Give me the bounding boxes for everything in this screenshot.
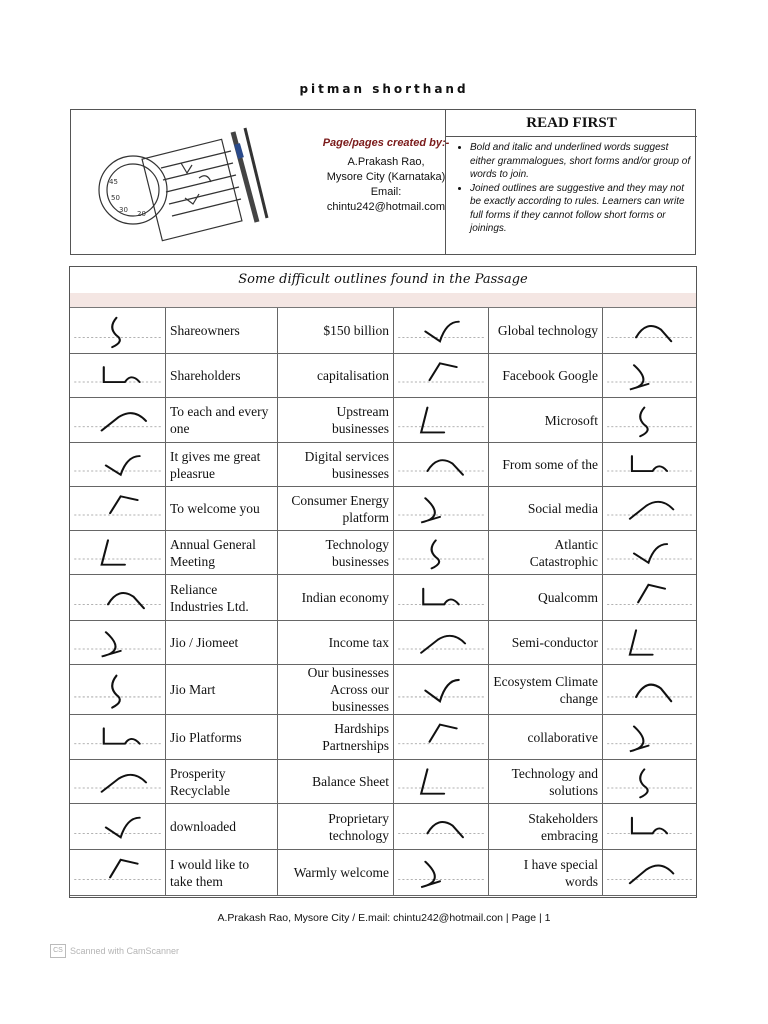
table-row [70,398,696,443]
caption-band [70,293,696,308]
shorthand-outline [394,575,489,620]
shorthand-outline-drawing [70,354,165,397]
word-text: From some of the [502,457,598,472]
word-cell [278,760,394,803]
shorthand-outline [603,354,696,397]
word-cell [166,354,278,397]
shorthand-outline-drawing [394,354,488,397]
shorthand-outline-drawing [70,487,165,530]
word-text: downloaded [170,819,236,834]
shorthand-outline-drawing [394,575,488,620]
read-first-panel [445,110,697,254]
author-name: A.Prakash Rao, [347,156,425,168]
shorthand-outline [394,398,489,442]
shorthand-outline-drawing [603,531,696,574]
word-text: To each and every one [170,404,269,436]
word-text: $150 billion [323,323,389,338]
table-row [70,575,696,621]
shorthand-outline-drawing [603,443,696,486]
svg-text:20: 20 [137,210,146,218]
shorthand-outline-drawing [394,804,488,849]
word-cell [489,308,603,353]
word-cell [166,621,278,664]
shorthand-outline-drawing [394,760,488,803]
word-cell [278,715,394,759]
word-cell [278,531,394,574]
word-cell [489,665,603,714]
shorthand-outline [603,621,696,664]
scanner-watermark-text: Scanned with CamScanner [70,946,180,956]
shorthand-outline-drawing [70,443,165,486]
word-cell [166,443,278,486]
word-cell [278,308,394,353]
shorthand-outline-drawing [70,621,165,664]
word-text: Microsoft [544,412,598,428]
shorthand-outline [394,531,489,574]
word-text: Warmly welcome [293,865,389,880]
word-cell [489,715,603,759]
word-text: Technology and solutions [511,765,598,798]
shorthand-outline [603,308,696,353]
shorthand-outline [394,487,489,530]
word-text: Prosperity Recyclable [170,765,230,798]
word-text: Stakeholders embracing [528,810,598,843]
shorthand-outline-drawing [70,715,165,759]
word-text: Hardships Partnerships [322,721,389,753]
shorthand-outline [70,575,166,620]
shorthand-outline [603,804,696,849]
shorthand-outline [70,443,166,486]
shorthand-outline [603,398,696,442]
shorthand-outline [603,850,696,895]
outlines-table [69,266,697,898]
word-cell [278,354,394,397]
created-by-label: Page/pages created by:- [322,137,450,149]
shorthand-outline-drawing [603,575,696,620]
word-text: capitalisation [317,368,389,383]
word-cell [278,443,394,486]
shorthand-outline-drawing [603,850,696,895]
shorthand-outline [603,715,696,759]
word-text: Ecosystem Climate change [493,673,598,706]
word-cell [166,804,278,849]
shorthand-outline [70,398,166,442]
word-text: Shareowners [170,323,240,338]
word-cell [166,308,278,353]
shorthand-outline [70,715,166,759]
shorthand-outline-drawing [70,575,165,620]
shorthand-outline-drawing [394,398,488,442]
word-text: Our businesses Across our businesses [307,665,389,714]
table-row [70,804,696,850]
table-row [70,665,696,715]
word-cell [489,804,603,849]
word-text: collaborative [527,729,598,745]
word-text: I have special words [523,856,598,889]
table-row [70,487,696,531]
shorthand-outline-drawing [603,715,696,759]
word-cell [278,804,394,849]
shorthand-outline-drawing [394,665,488,714]
word-text: Technology businesses [325,536,389,569]
svg-text:50: 50 [111,194,120,202]
shorthand-outline-drawing [70,804,165,849]
author-email: chintu242@hotmail.com [326,201,446,213]
svg-text:30: 30 [119,206,128,214]
word-cell [278,621,394,664]
shorthand-outline-drawing [394,715,488,759]
word-text: Facebook Google [502,368,598,383]
word-text: Upstream businesses [332,404,389,436]
word-text: Proprietary technology [328,810,389,843]
shorthand-outline [603,443,696,486]
word-cell [489,760,603,803]
shorthand-outline [70,621,166,664]
word-text: Social media [527,501,598,516]
table-row [70,621,696,665]
shorthand-outline [394,760,489,803]
word-cell [166,531,278,574]
word-text: Jio / Jiomeet [170,635,239,650]
word-cell [278,575,394,620]
shorthand-outline [70,665,166,714]
table-row [70,443,696,487]
outlines-grid [70,308,696,896]
read-first-note-2: • Joined outlines are suggestive and they may not be exactly according to rules. Learners can write full forms if they cannot follow short forms or joinings. [470,182,691,236]
shorthand-outline [394,804,489,849]
scanner-watermark [50,944,179,958]
svg-text:45: 45 [109,178,118,186]
shorthand-outline [394,850,489,895]
word-text: It gives me great pleasrue [170,448,261,481]
word-cell [278,398,394,442]
shorthand-outline [394,308,489,353]
shorthand-outline-drawing [603,487,696,530]
shorthand-outline-drawing [603,354,696,397]
table-row [70,354,696,398]
author-city: Mysore City (Karnataka) [326,171,446,183]
word-cell [166,760,278,803]
shorthand-outline [394,715,489,759]
word-text: Balance Sheet [312,774,389,789]
shorthand-outline [394,665,489,714]
word-text: Atlantic Catastrophic [529,536,598,569]
shorthand-outline-drawing [394,850,488,895]
word-text: Consumer Energy platform [291,492,389,525]
shorthand-outline [603,531,696,574]
shorthand-outline-drawing [603,621,696,664]
word-cell [166,575,278,620]
word-text: To welcome you [170,501,260,516]
shorthand-outline-drawing [70,850,165,895]
shorthand-outline-drawing [70,760,165,803]
word-text: Jio Mart [170,682,216,697]
table-caption: Some difficult outlines found in the Passage [70,267,696,294]
shorthand-outline-drawing [394,443,488,486]
shorthand-outline-drawing [394,487,488,530]
shorthand-outline-drawing [603,308,696,353]
word-cell [166,850,278,895]
word-text: Indian economy [301,590,389,605]
word-cell [489,575,603,620]
shorthand-outline-drawing [603,665,696,714]
word-text: Reliance Industries Ltd. [170,581,249,614]
header-box [70,109,696,255]
table-row [70,850,696,896]
shorthand-outline [70,531,166,574]
shorthand-outline [70,308,166,353]
email-label: Email: [370,186,402,198]
table-row [70,531,696,575]
word-text: Shareholders [170,368,241,383]
word-cell [278,850,394,895]
word-text: Digital services businesses [304,448,389,481]
shorthand-outline [394,621,489,664]
word-text: Global technology [497,323,598,338]
word-cell [166,665,278,714]
document-title: pitman shorthand [299,82,469,96]
shorthand-outline-drawing [603,804,696,849]
word-cell [166,715,278,759]
word-text: Semi-conductor [511,635,598,650]
shorthand-outline [70,487,166,530]
table-row [70,760,696,804]
word-cell [278,487,394,530]
table-row [70,308,696,354]
shorthand-outline [70,804,166,849]
shorthand-outline [603,760,696,803]
word-cell [489,487,603,530]
shorthand-outline [70,354,166,397]
table-row [70,715,696,760]
shorthand-outline [603,487,696,530]
shorthand-outline-drawing [70,665,165,714]
word-cell [489,531,603,574]
shorthand-outline [603,575,696,620]
camscanner-logo-icon: CS [50,944,66,958]
word-cell [166,487,278,530]
shorthand-outline-drawing [394,621,488,664]
word-cell [489,354,603,397]
shorthand-outline-drawing [70,398,165,442]
shorthand-outline [70,760,166,803]
shorthand-outline [394,354,489,397]
word-cell [166,398,278,442]
word-text: I would like to take them [170,856,250,889]
word-text: Jio Platforms [170,729,242,745]
shorthand-outline-drawing [70,308,165,353]
word-text: Annual General Meeting [170,536,256,569]
word-cell [489,850,603,895]
page-footer: A.Prakash Rao, Mysore City / E.mail: chintu242@hotmail.con | Page | 1 [217,912,551,924]
word-cell [278,665,394,714]
word-cell [489,621,603,664]
read-first-heading: READ FIRST [446,110,697,137]
word-text: Income tax [328,635,389,650]
shorthand-outline [394,443,489,486]
shorthand-outline-drawing [603,398,696,442]
shorthand-outline-drawing [603,760,696,803]
shorthand-outline-drawing [394,308,488,353]
word-cell [489,443,603,486]
word-cell [489,398,603,442]
read-first-note-1: • Bold and italic and underlined words suggest either grammalogues, short forms and/or group of words to join. [470,141,691,182]
shorthand-outline-drawing [394,531,488,574]
word-text: Qualcomm [538,590,598,605]
shorthand-outline [70,850,166,895]
notebook-pen-illustration [81,118,271,246]
shorthand-outline-drawing [70,531,165,574]
shorthand-outline [603,665,696,714]
